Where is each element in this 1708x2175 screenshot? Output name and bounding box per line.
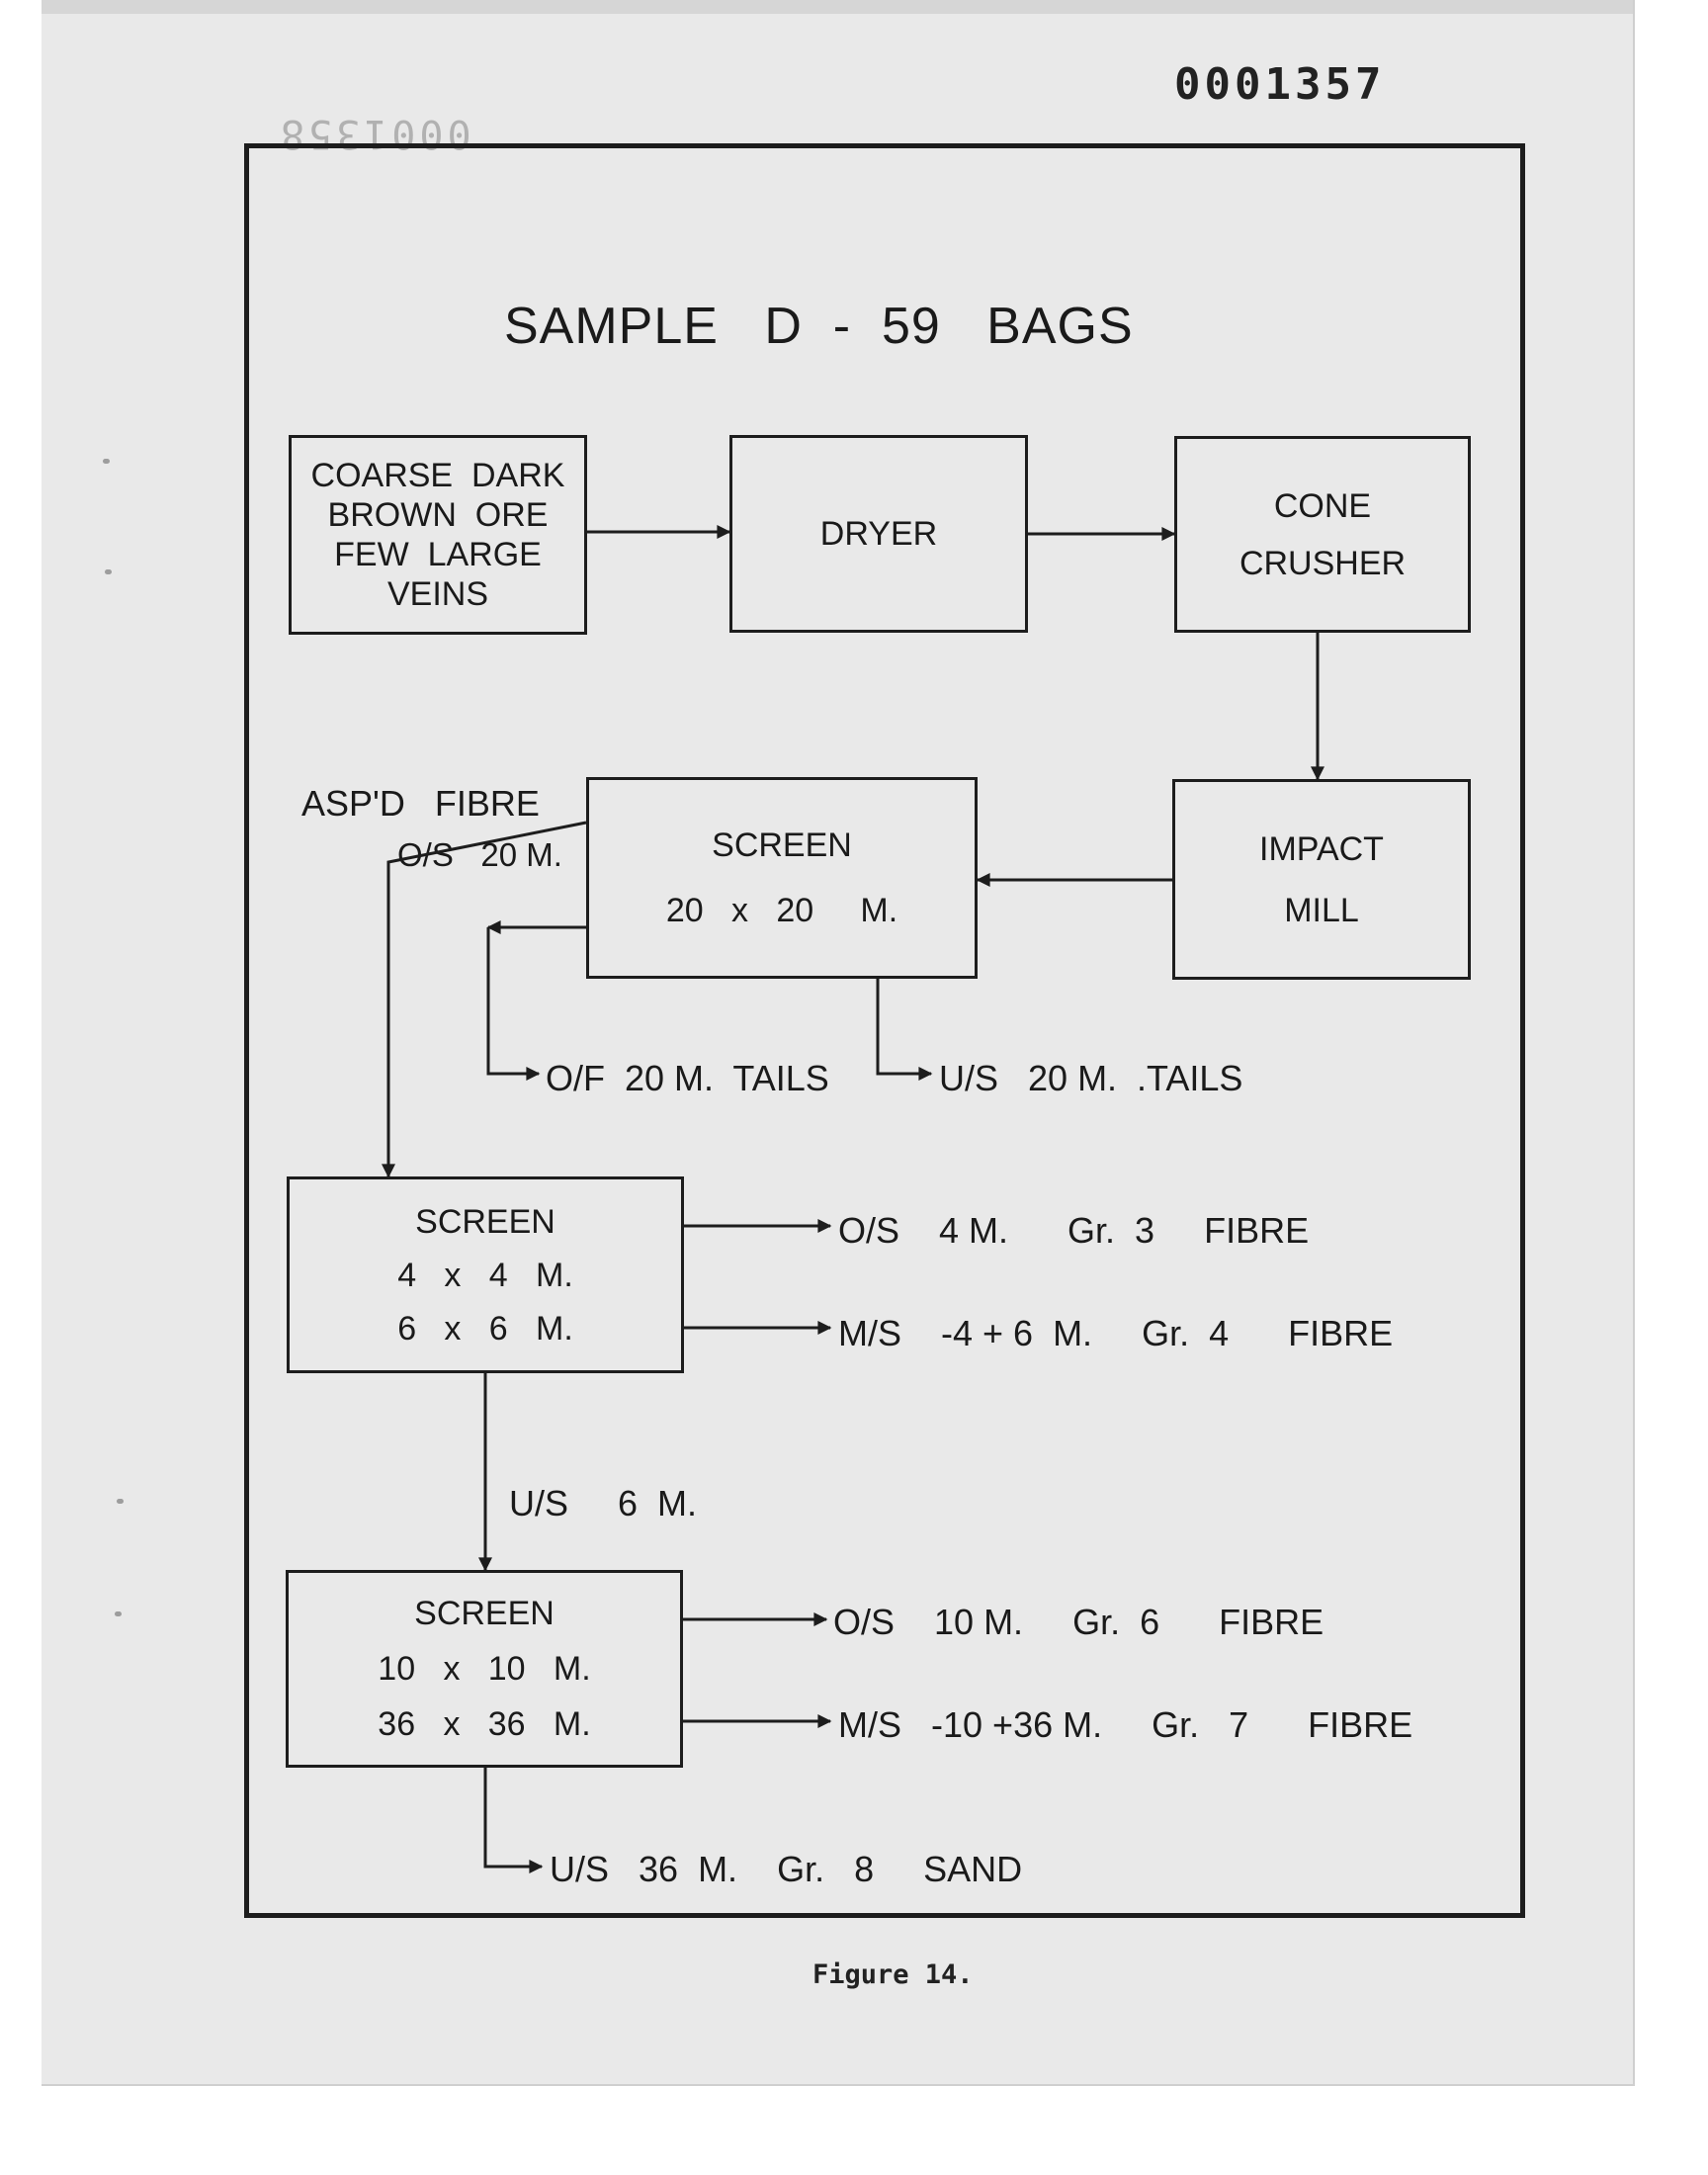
- figure-caption: Figure 14.: [812, 1959, 974, 1990]
- aspd-fibre-label: ASP'D FIBRE: [301, 783, 540, 824]
- dryer-label: DRYER: [819, 514, 938, 553]
- os-10-gr6-label: O/S 10 M. Gr. 6 FIBRE: [833, 1602, 1324, 1642]
- impact-mill-line-1: IMPACT: [1259, 829, 1384, 868]
- arrow-screen-20-to-of-tails: [488, 927, 539, 1074]
- ms-4-6-gr4-label: M/S -4 + 6 M. Gr. 4 FIBRE: [838, 1313, 1394, 1353]
- screen-4-6-line-2: 4 x 4 M.: [397, 1256, 573, 1294]
- arrow-screen-20-to-us-tails: [878, 979, 931, 1074]
- screen-20-line-1: SCREEN: [712, 826, 852, 864]
- ore-line-4: VEINS: [386, 575, 489, 613]
- us-6-label: U/S 6 M.: [509, 1483, 698, 1523]
- screen-10-36-line-1: SCREEN: [414, 1595, 555, 1632]
- screen-4-6-line-1: SCREEN: [415, 1202, 555, 1241]
- os-4-gr3-label: O/S 4 M. Gr. 3 FIBRE: [838, 1210, 1310, 1251]
- us-20-tails-label: U/S 20 M. .TAILS: [939, 1058, 1243, 1098]
- os-20-label: O/S 20 M.: [397, 836, 562, 873]
- document-number-bleedthrough: 0001358: [277, 111, 471, 156]
- us-36-gr8-label: U/S 36 M. Gr. 8 SAND: [550, 1849, 1023, 1889]
- screen-10-36-line-2: 10 x 10 M.: [378, 1650, 591, 1688]
- document-number: 0001357: [1174, 59, 1386, 110]
- arrow-screen-10-to-gr8: [485, 1768, 542, 1867]
- ore-line-3: FEW LARGE: [334, 536, 542, 573]
- diagram-title: SAMPLE D - 59 BAGS: [504, 298, 1134, 355]
- cone-crusher-line-1: CONE: [1273, 486, 1372, 525]
- ore-line-2: BROWN ORE: [327, 496, 549, 534]
- screen-10-36-line-3: 36 x 36 M.: [378, 1705, 591, 1743]
- screen-4-6-line-3: 6 x 6 M.: [397, 1309, 573, 1348]
- ms-10-36-gr7-label: M/S -10 +36 M. Gr. 7 FIBRE: [838, 1704, 1413, 1745]
- cone-crusher-line-2: CRUSHER: [1238, 544, 1407, 582]
- of-20-tails-label: O/F 20 M. TAILS: [546, 1058, 829, 1098]
- screen-20-line-2: 20 x 20 M.: [665, 892, 898, 929]
- impact-mill-line-2: MILL: [1284, 891, 1359, 929]
- ore-line-1: COARSE DARK: [310, 457, 565, 494]
